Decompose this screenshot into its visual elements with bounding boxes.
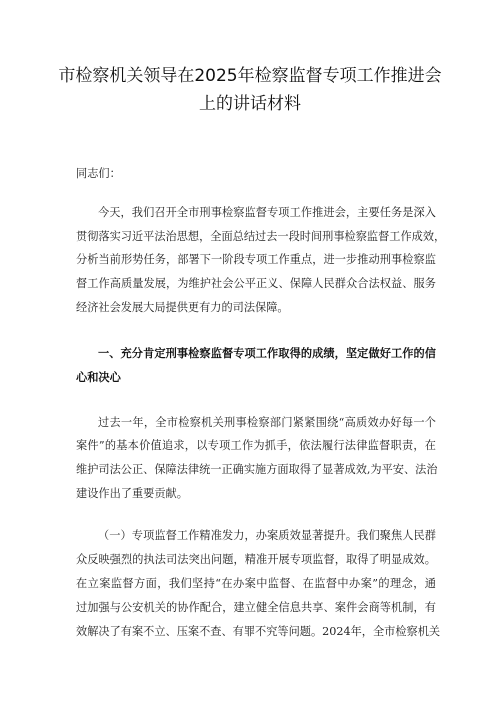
paragraph-line: 效解决了有案不立、压案不查、有罪不究等问题。2024年，全市检察机关 bbox=[76, 625, 441, 638]
section-heading: 心和决心 bbox=[76, 371, 121, 384]
paragraph-line: 过加强与公安机关的协作配合，建立健全信息共享、案件会商等机制，有 bbox=[76, 601, 436, 614]
document-title-line1: 市检察机关领导在2025年检察监督专项工作推进会 bbox=[58, 66, 442, 86]
paragraph-line: （一）专项监督工作精准发力，办案质效显著提升。我们聚焦人民群 bbox=[98, 529, 436, 542]
paragraph-line: 众反映强烈的执法司法突出问题，精准开展专项监督，取得了明显成效。 bbox=[76, 553, 436, 566]
paragraph-line: 督工作高质量发展，为维护社会公平正义、保障人民群众合法权益、服务 bbox=[76, 277, 436, 290]
section-heading: 一、充分肯定刑事检察监督专项工作取得的成绩，坚定做好工作的信 bbox=[98, 347, 436, 360]
paragraph-line: 在立案监督方面，我们坚持“在办案中监督、在监督中办案”的理念，通 bbox=[76, 577, 436, 590]
document-title-line2: 上的讲话材料 bbox=[199, 94, 301, 114]
paragraph-line: 案件”的基本价值追求，以专项工作为抓手，依法履行法律监督职责，在 bbox=[76, 439, 436, 452]
paragraph-line: 分析当前形势任务，部署下一阶段专项工作重点，进一步推动刑事检察监 bbox=[76, 253, 436, 266]
paragraph-line: 贯彻落实习近平法治思想，全面总结过去一段时间刑事检察监督工作成效， bbox=[76, 230, 446, 243]
paragraph-line: 过去一年，全市检察机关刑事检察部门紧紧围绕“高质效办好每一个 bbox=[98, 416, 436, 429]
paragraph-line: 经济社会发展大局提供更有力的司法保障。 bbox=[76, 301, 289, 314]
salutation: 同志们： bbox=[76, 167, 121, 180]
paragraph-line: 维护司法公正、保障法律统一正确实施方面取得了显著成效,为平安、法治 bbox=[76, 463, 438, 476]
paragraph-line: 建设作出了重要贡献。 bbox=[76, 487, 188, 500]
paragraph-line: 今天，我们召开全市刑事检察监督专项工作推进会，主要任务是深入 bbox=[98, 206, 436, 219]
